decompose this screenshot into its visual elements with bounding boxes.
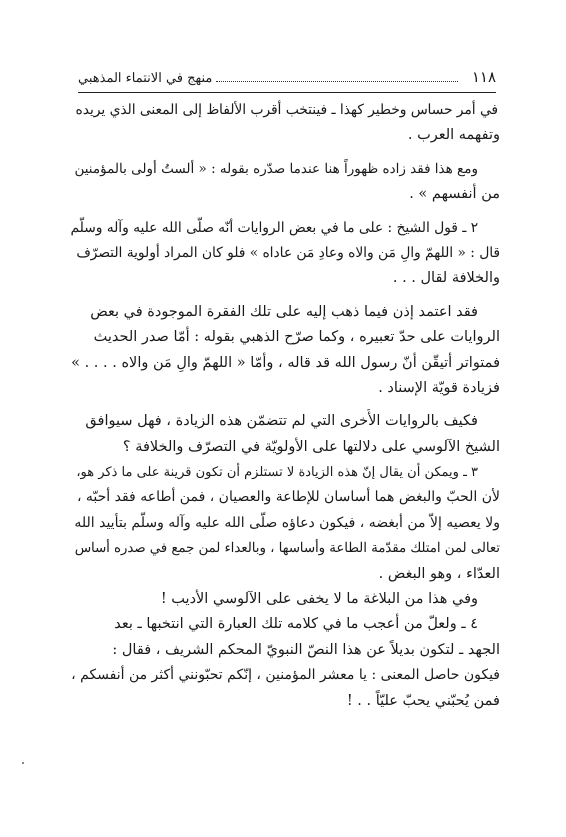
text-line: لأن الحبّ والبغض هما أساسان للإطاعة والعصيان ، فمن أطاعه فقد أحبّه ، — [76, 489, 500, 506]
text-line: فكيف بالروايات الأُخرى التي لم تتضمّن هذه الزيادة ، فهل سيوافق — [85, 413, 478, 430]
text-line: الجهد ـ لتكون بديلاً عن هذا النصّ النبويّ المحكم الشريف ، فقال : — [112, 641, 500, 658]
margin-speck — [22, 762, 24, 764]
text-line: فقد اعتمد إذن فيما ذهب إليه على تلك الفقرة الموجودة في بعض — [90, 303, 478, 320]
text-line: الروايات على حدّ تعبيره ، وكما صرّح الذهبي بقوله : أمّا صدر الحديث — [93, 329, 500, 346]
text-line: والخلافة لقال . . . — [392, 270, 500, 287]
text-line: وفي هذا من البلاغة ما لا يخفى على الآلوسي الأديب ! — [160, 591, 478, 608]
text-line: فمن يُحبّني يحبّ عليّاً . . ! — [346, 692, 500, 709]
paragraph-gap — [70, 292, 500, 300]
text-line: ولا يعصيه إلاّ من أبغضه ، فيكون دعاؤه صلّى الله عليه وآله وسلّم بتأييد الله — [74, 514, 500, 531]
text-line: قال : « اللهمّ والِ مَن والاه وعادِ مَن عاداه » فلو كان المراد أولوية التصرّف — [76, 244, 500, 261]
text-line: وتفهمه العرب . — [407, 127, 500, 144]
header-rule — [78, 92, 496, 93]
header-dotted-leader — [216, 73, 457, 82]
text-line: من أنفسهم » . — [409, 186, 500, 203]
running-title: منهج في الانتماء المذهبي — [78, 71, 213, 86]
text-line: تعالى لمن امتلك مقدّمة الطاعة وأساسها ، وبالعداء لمن جمع في صدره أساس — [74, 541, 500, 557]
text-line: ٣ ـ ويمكن أن يقال إنّ هذه الزيادة لا تستلزم أن تكون قرينة على ما ذكر هو، — [76, 465, 478, 481]
text-line: فيكون حاصل المعنى : يا معشر المؤمنين ، إنّكم تحبّونني أكثر من أنفسكم ، — [71, 667, 500, 684]
page-number: ١١٨ — [471, 68, 496, 86]
paragraph-gap — [70, 149, 500, 157]
text-line: ٤ ـ ولعلّ من أعجب ما في كلامه تلك العبارة التي انتخبها ـ بعد — [114, 616, 478, 633]
text-line: فزيادة قويّة الإسناد . — [378, 379, 500, 396]
text-line: فمتواتر أتيقّن أنّ رسول الله قد قاله ، وأمّا « اللهمّ والِ مَن والاه . . . . » — [71, 354, 500, 371]
paragraph-gap — [70, 401, 500, 409]
text-line: في أمر حساس وخطير كهذا ـ فينتخب أقرب الألفاظ إلى المعنى الذي يريده — [75, 102, 498, 118]
paragraph-gap — [70, 208, 500, 216]
text-line: ومع هذا فقد زاده ظهوراً هنا عندما صدّره بقوله : « ألستُ أولى بالمؤمنين — [74, 160, 478, 177]
page-header — [78, 68, 496, 90]
text-line: الشيخ الآلوسي على دلالتها على الأولويّة في التصرّف والخلافة ؟ — [122, 438, 500, 455]
text-line: ٢ ـ قول الشيخ : على ما في بعض الروايات أنّه صلّى الله عليه وآله وسلّم — [70, 219, 478, 236]
text-line: العدّاء ، وهو البغض . — [378, 565, 500, 582]
body-text — [70, 98, 500, 714]
